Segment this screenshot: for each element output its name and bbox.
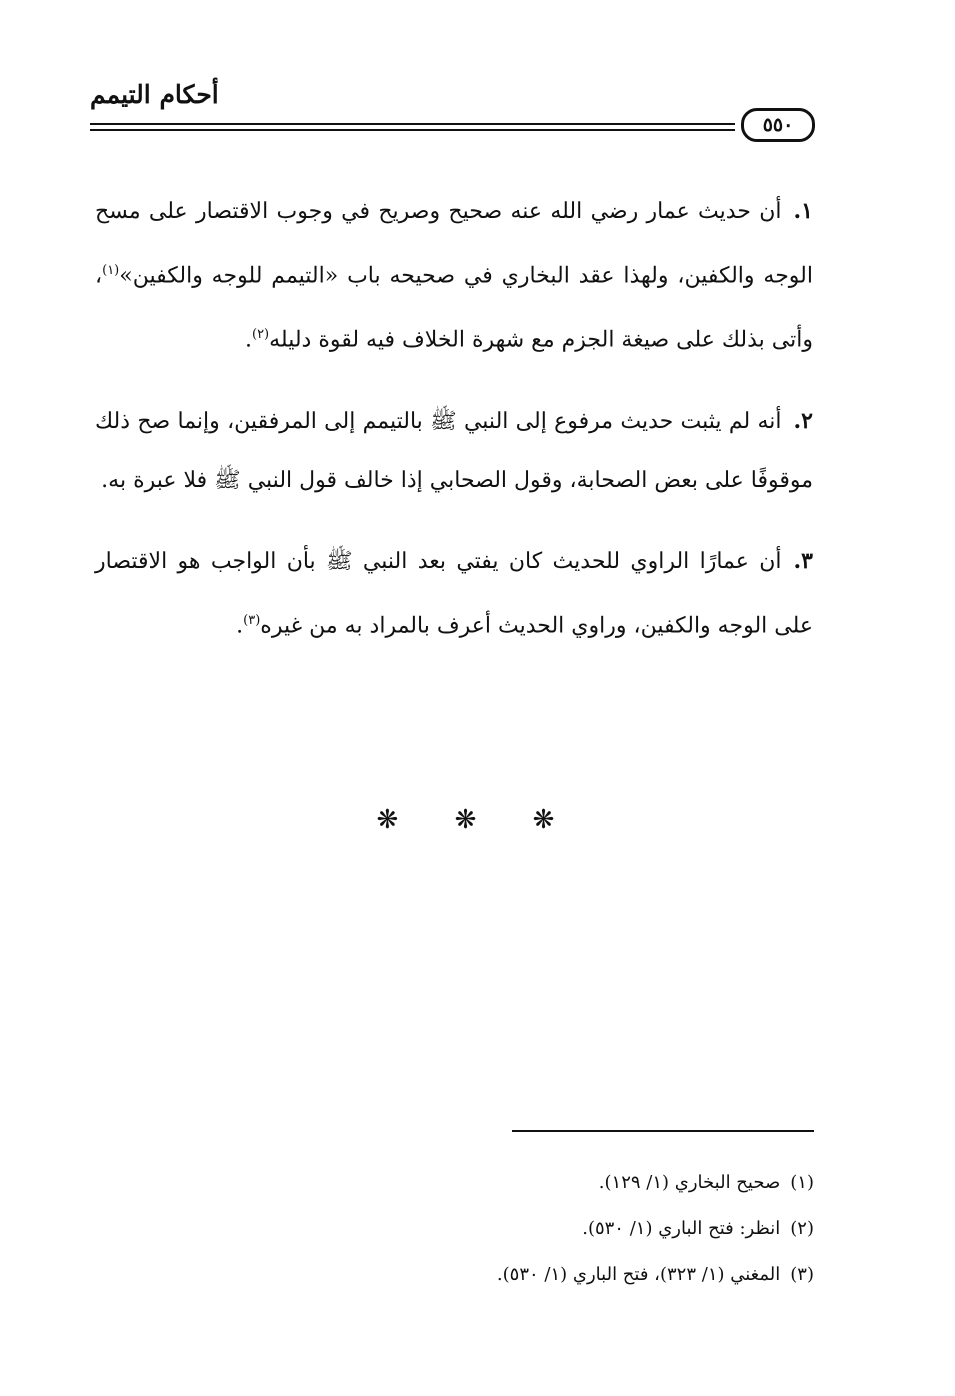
footnote-number: (١) [790,1172,814,1193]
footnote-text: المغني (١/ ٣٢٣)، فتح الباري (١/ ٥٣٠). [496,1264,781,1285]
item-text: ، وأتى بذلك على صيغة الجزم مع شهرة الخلاف فيه لقوة دليله [95,263,813,353]
item-text: . [236,612,244,638]
item-number: ٢. [793,407,813,434]
item-text: أنه لم يثبت حديث مرفوع إلى النبي ﷺ بالتيمم إلى المرفقين، وإنما صح ذلك موقوفًا على بعض الصحابة، وقول الصحابي إذا خالف قول النبي ﷺ فلا عبرة به. [95,408,813,493]
footnote-divider [512,1130,814,1132]
main-text [95,182,813,677]
page-header [90,80,815,150]
item-text: . [244,327,252,353]
footnotes [300,1160,814,1298]
running-title: أحكام التيمم [90,80,219,109]
footnote-ref: (١) [102,263,120,278]
footnote [300,1252,814,1298]
list-item [95,532,813,655]
footnote-number: (٣) [790,1264,814,1285]
header-rule [90,123,735,125]
header-rule [90,129,735,131]
footnote-text: انظر: فتح الباري (١/ ٥٣٠). [582,1218,781,1239]
item-text: أن عمارًا الراوي للحديث كان يفتي بعد النبي ﷺ بأن الواجب هو الاقتصار على الوجه والكفين، وراوي الحديث أعرف بالمراد به من غيره [95,548,813,638]
footnote [300,1206,814,1252]
list-item [95,392,813,510]
list-item [95,182,813,370]
item-text: أن حديث عمار رضي الله عنه صحيح وصريح في وجوب الاقتصار على مسح الوجه والكفين، ولهذا عقد البخاري في صحيحه باب «التيمم للوجه والكفين» [95,199,813,289]
item-number: ١. [793,198,813,224]
footnote-number: (٢) [790,1218,814,1239]
footnote-text: صحيح البخاري (١/ ١٢٩). [598,1172,781,1193]
footnote-ref: (٢) [251,327,270,343]
footnote-ref: (٣) [243,612,261,628]
footnote [300,1160,814,1206]
page-number: ٥٥٠ [741,108,815,142]
section-separator: ❋ ❋ ❋ [376,805,579,835]
item-number: ٣. [793,547,813,574]
